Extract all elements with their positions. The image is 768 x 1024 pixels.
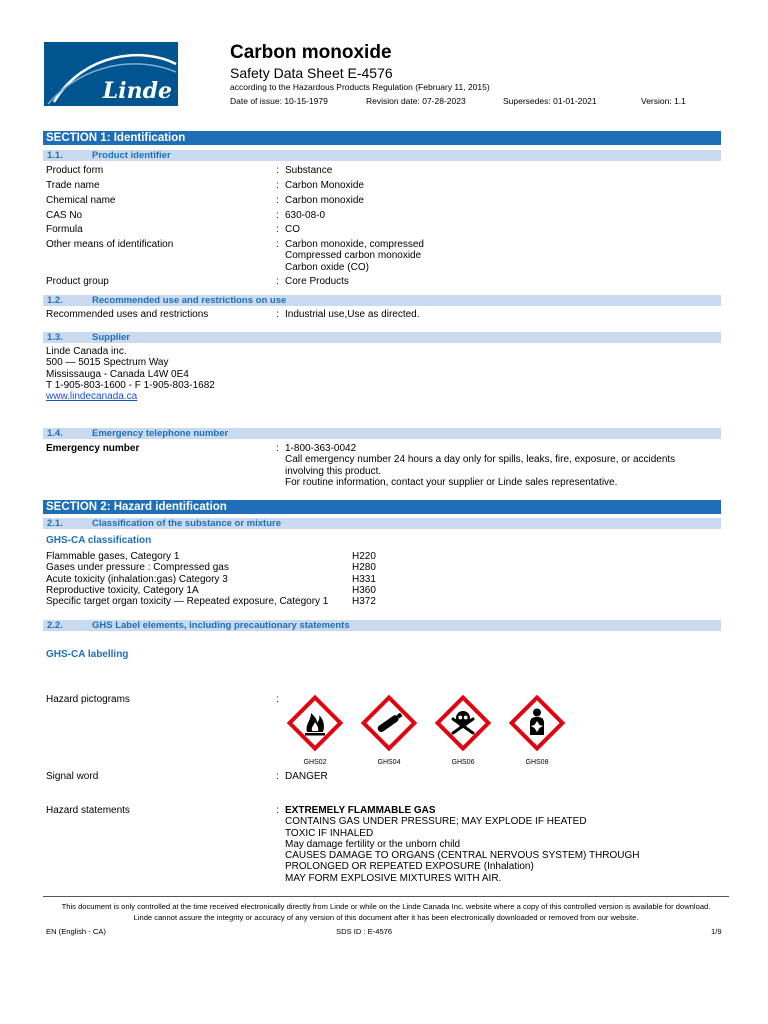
regulation-note: according to the Hazardous Products Regulation (February 11, 2015) (230, 82, 490, 92)
ghs-classification-heading: GHS-CA classification (46, 535, 152, 546)
classification-list (46, 551, 328, 607)
field-value-formula: CO (285, 224, 300, 235)
hazard-code-list (352, 551, 376, 607)
signal-word-value: DANGER (285, 771, 328, 782)
colon: : (276, 694, 279, 705)
hazard-statements-list (285, 805, 640, 884)
gas-cylinder-icon (361, 695, 417, 751)
colon: : (276, 276, 279, 287)
other-means-line: Compressed carbon monoxide (285, 250, 422, 262)
subsection-1-2 (43, 295, 721, 306)
hazard-statement: MAY FORM EXPLOSIVE MIXTURES WITH AIR. (285, 872, 502, 884)
ghs-labelling-heading: GHS-CA labelling (46, 649, 129, 660)
colon: : (276, 195, 279, 206)
subsection-2-1 (43, 518, 721, 529)
other-means-line: Carbon oxide (CO) (285, 261, 369, 273)
pictogram-code: GHS02 (303, 759, 327, 766)
supplier-name: Linde Canada inc. (46, 346, 127, 357)
field-label-other-means: Other means of identification (46, 239, 174, 250)
colon: : (276, 210, 279, 221)
classification-item: Acute toxicity (inhalation:gas) Category 3 (46, 573, 228, 585)
colon: : (276, 805, 279, 816)
supplier-block (46, 346, 215, 402)
hazard-code: H220 (352, 551, 376, 562)
subsection-number: 1.4. (47, 428, 63, 439)
classification-item: Specific target organ toxicity — Repeated exposure, Category 1 (46, 596, 329, 608)
classification-item: Flammable gases, Category 1 (46, 551, 180, 562)
colon: : (276, 224, 279, 235)
field-label-hazard-pictograms: Hazard pictograms (46, 694, 130, 705)
logo-text: Linde (102, 78, 172, 104)
subsection-title: Supplier (92, 332, 131, 343)
supplier-website-link[interactable]: www.lindecanada.ca (46, 391, 138, 403)
field-value-cas-no: 630-08-0 (285, 210, 326, 221)
document-subtitle: Safety Data Sheet E-4576 (230, 65, 393, 81)
subsection-title: GHS Label elements, including precautionary statements (92, 620, 350, 631)
field-label-formula: Formula (46, 224, 83, 235)
hazard-code: H360 (352, 584, 376, 596)
field-label-hazard-statements: Hazard statements (46, 805, 130, 816)
section-2-header: SECTION 2: Hazard identification (43, 500, 721, 514)
supplier-address-line: 500 — 5015 Spectrum Way (46, 357, 169, 369)
subsection-number: 2.1. (47, 518, 63, 529)
classification-item: Reproductive toxicity, Category 1A (46, 584, 199, 596)
skull-crossbones-icon (435, 695, 491, 751)
subsection-title: Classification of the substance or mixture (92, 518, 281, 529)
emergency-line: involving this product. (285, 465, 382, 477)
footer-disclaimer (40, 901, 732, 923)
hazard-statement: CAUSES DAMAGE TO ORGANS (CENTRAL NERVOUS SYSTEM) THROUGH (285, 850, 640, 862)
subsection-1-1 (43, 150, 721, 161)
subsection-number: 2.2. (47, 620, 63, 631)
subsection-number: 1.1. (47, 150, 63, 161)
footer-disclaimer-line: This document is only controlled at the time received electronically directly from Linde or while on the Linde Canada Inc. website where a copy of this controlled version is available for download. (61, 902, 711, 911)
subsection-number: 1.3. (47, 332, 63, 343)
other-means-line: Carbon monoxide, compressed (285, 239, 424, 250)
pictogram-code: GHS08 (525, 759, 549, 766)
footer-language: EN (English - CA) (46, 927, 106, 936)
date-of-issue: Date of issue: 10-15-1979 (230, 96, 328, 106)
subsection-2-2 (43, 620, 721, 631)
colon: : (276, 443, 279, 454)
hazard-statement: TOXIC IF INHALED (285, 827, 374, 839)
flame-icon (287, 695, 343, 751)
supplier-address-line: Mississauga - Canada L4W 0E4 (46, 368, 189, 380)
subsection-title: Emergency telephone number (92, 428, 229, 439)
field-label-signal-word: Signal word (46, 771, 99, 782)
emergency-line: For routine information, contact your supplier or Linde sales representative. (285, 476, 618, 488)
field-label-cas-no: CAS No (46, 210, 83, 221)
revision-date: Revision date: 07-28-2023 (366, 96, 466, 106)
field-value-chemical-name: Carbon monoxide (285, 195, 364, 206)
supersedes: Supersedes: 01-01-2021 (503, 96, 597, 106)
section-1-header: SECTION 1: Identification (43, 131, 721, 145)
subsection-1-4 (43, 428, 721, 439)
field-label-trade-name: Trade name (46, 180, 100, 191)
colon: : (276, 309, 279, 320)
footer-disclaimer-line: Linde cannot assure the integrity or accuracy of any version of this document after it has been electronically downloaded or removed from our website. (133, 913, 639, 922)
subsection-title: Product identifier (92, 150, 171, 161)
hazard-statement: EXTREMELY FLAMMABLE GAS (285, 805, 436, 816)
emergency-info (285, 443, 675, 488)
pictogram-code: GHS06 (451, 759, 475, 766)
document-title: Carbon monoxide (230, 42, 392, 63)
subsection-1-3 (43, 332, 721, 343)
subsection-title: Recommended use and restrictions on use (92, 295, 287, 306)
emergency-line: Call emergency number 24 hours a day only for spills, leaks, fire, exposure, or accidents (285, 454, 676, 466)
linde-logo (44, 42, 178, 106)
colon: : (276, 239, 279, 250)
footer-page-number: 1/9 (711, 927, 722, 936)
field-label-recommended-use: Recommended uses and restrictions (46, 309, 209, 320)
field-value-product-group: Core Products (285, 276, 349, 287)
hazard-code: H372 (352, 596, 376, 608)
pictogram-code: GHS04 (377, 759, 401, 766)
health-hazard-icon (509, 695, 565, 751)
field-label-product-form: Product form (46, 165, 104, 176)
hazard-code: H280 (352, 562, 376, 574)
hazard-statement: PROLONGED OR REPEATED EXPOSURE (Inhalation) (285, 861, 534, 873)
subsection-number: 1.2. (47, 295, 63, 306)
classification-item: Gases under pressure : Compressed gas (46, 562, 229, 574)
field-value-other-means (285, 239, 424, 273)
version: Version: 1.1 (641, 96, 686, 106)
field-value-trade-name: Carbon Monoxide (285, 180, 364, 191)
field-label-emergency-number: Emergency number (46, 443, 140, 454)
colon: : (276, 771, 279, 782)
colon: : (276, 180, 279, 191)
footer-sds-id: SDS ID : E-4576 (336, 927, 393, 936)
field-value-product-form: Substance (285, 165, 333, 176)
hazard-code: H331 (352, 573, 376, 585)
hazard-statement: May damage fertility or the unborn child (285, 838, 461, 850)
supplier-phone: T 1-905-803-1600 - F 1-905-803-1682 (46, 379, 215, 391)
field-value-recommended-use: Industrial use,Use as directed. (285, 309, 420, 320)
footer-divider (43, 896, 729, 897)
colon: : (276, 165, 279, 176)
hazard-statement: CONTAINS GAS UNDER PRESSURE; MAY EXPLODE IF HEATED (285, 816, 587, 828)
field-label-product-group: Product group (46, 276, 109, 287)
field-label-chemical-name: Chemical name (46, 195, 116, 206)
emergency-phone: 1-800-363-0042 (285, 443, 357, 454)
